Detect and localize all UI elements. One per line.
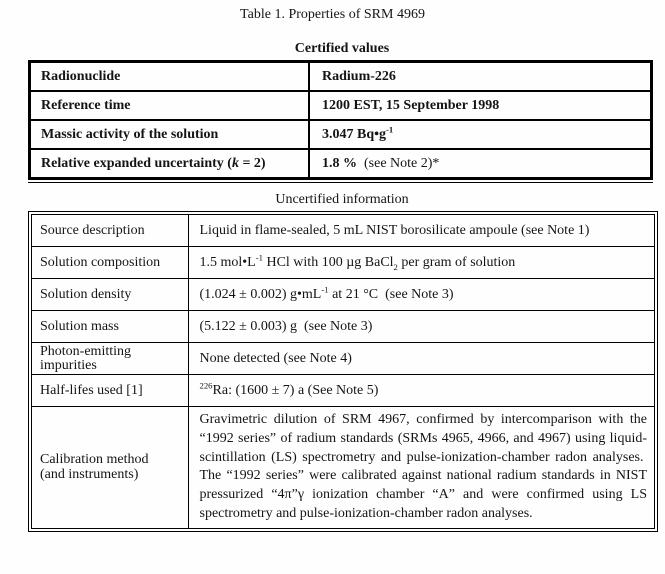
table-row-relative-uncertainty [31,149,650,177]
row-value: 1200 EST, 15 September 1998 [309,91,650,120]
table-row-half-lifes [32,375,654,407]
row-label: Calibration method (and instruments) [32,407,188,528]
table-caption: Table 1. Properties of SRM 4969 [240,7,425,22]
table-row-photon-impurities [32,343,654,375]
row-value: Liquid in flame-sealed, 5 mL NIST borosilicate ampoule (see Note 1) [188,215,654,247]
row-value: 1.5 $mol•L^{-1}$ HCl with 100 µg BaCl$_2$ per gram of solution [188,247,654,279]
row-label: Solution mass [32,311,188,343]
row-label: Source description [40,223,145,238]
row-label: Solution density [32,279,188,311]
row-value: (1.024 ± 0.002) $g•mL^{-1}$ at 21 °C (see Note 3) [188,279,654,311]
row-label: Half-lifes used [1] [32,375,188,407]
row-label: Relative expanded uncertainty (k = 2) [31,149,309,177]
table-row-solution-mass [32,311,654,343]
row-label: Reference time [31,91,309,120]
row-value: $^{226}$Ra: (1600 ± 7) a (See Note 5) [188,375,654,407]
table-row-radionuclide [31,63,650,91]
row-value: Radium-226 [309,63,650,91]
table-row-calibration-method [32,407,654,528]
row-value: 3.047 $Bq•g^{-1}$ [309,120,650,149]
row-label: Radionuclide [41,69,121,84]
table-row-solution-density [32,279,654,311]
row-value: None detected (see Note 4) [188,343,654,375]
row-value: Gravimetric dilution of SRM 4967, confirmed by intercomparison with the “1992 series” of radium standards (SRMs 4965, 4966, and 4967) using liquid-scintillation (LS) spectrometry and pulse-ionization-chamber radon analyses. The “1992 series” were calibrated against national radium standards in NIST pressurized “4π”γ ionization chamber “A” and were confirmed using LS spectrometry and pulse-ionization-chamber radon analyses. [188,407,654,528]
row-label: Solution composition [32,247,188,279]
table-row-solution-composition [32,247,654,279]
table-row-massic-activity [31,120,650,149]
certified-values-heading: Certified values [294,41,390,56]
table-row-reference-time [31,91,650,120]
certified-values-table [28,60,653,180]
row-label: Photon-emitting impurities [32,343,188,375]
row-value: (5.122 ± 0.003) g (see Note 3) [188,311,654,343]
uncertified-information-heading: Uncertified information [275,192,409,207]
row-value: 1.8 % (see Note 2)* [309,149,650,177]
uncertified-information-table [28,211,658,532]
row-label: Massic activity of the solution [31,120,309,149]
table-row-source-description [32,215,654,247]
